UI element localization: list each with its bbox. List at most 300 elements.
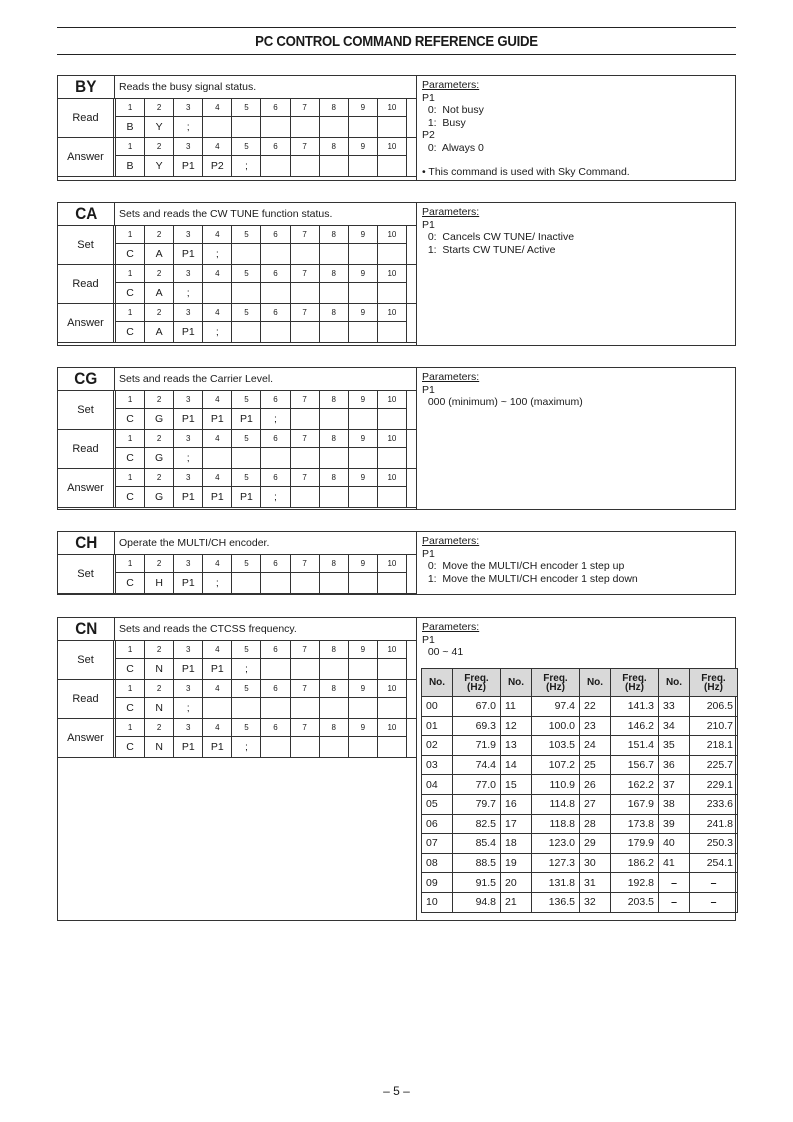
format-cell: C <box>116 698 145 719</box>
column-number: 2 <box>145 469 174 487</box>
format-cell: P1 <box>232 409 261 430</box>
format-cell: P1 <box>174 244 203 265</box>
tone-number: 02 <box>422 736 453 756</box>
format-cell: ; <box>203 573 232 594</box>
tone-number: 40 <box>659 834 690 854</box>
column-number-row <box>116 391 407 409</box>
command-description: Operate the MULTI/CH encoder. <box>115 532 416 555</box>
column-number: 1 <box>116 719 145 737</box>
command-code <box>58 618 115 641</box>
column-number: 8 <box>319 719 348 737</box>
column-number: 1 <box>116 430 145 448</box>
table-row <box>422 814 738 834</box>
format-cell: P1 <box>232 487 261 508</box>
tone-number: 39 <box>659 814 690 834</box>
format-cell <box>232 448 261 469</box>
format-cell: N <box>145 659 174 680</box>
column-number: 10 <box>377 719 406 737</box>
format-cell <box>261 244 290 265</box>
format-cell: N <box>145 737 174 758</box>
column-number: 9 <box>348 641 377 659</box>
column-number: 8 <box>319 391 348 409</box>
format-row-set <box>58 225 416 264</box>
format-cell <box>348 117 377 138</box>
column-number: 9 <box>348 719 377 737</box>
tone-frequency: 146.2 <box>611 716 659 736</box>
column-number: 8 <box>319 430 348 448</box>
column-number-row <box>116 99 407 117</box>
format-cell: G <box>145 487 174 508</box>
format-grid <box>115 137 407 177</box>
format-row-read <box>58 264 416 303</box>
tone-frequency: 179.9 <box>611 834 659 854</box>
format-cell <box>377 244 406 265</box>
tone-number: 06 <box>422 814 453 834</box>
format-cell: P1 <box>174 409 203 430</box>
format-cell: P1 <box>174 156 203 177</box>
tone-number: 36 <box>659 755 690 775</box>
tone-frequency: 162.2 <box>611 775 659 795</box>
format-cell: ; <box>174 283 203 304</box>
tone-frequency: 136.5 <box>532 892 580 912</box>
format-cell <box>348 322 377 343</box>
table-header-row <box>422 669 738 697</box>
header-freq: Freq. (Hz) <box>532 669 580 697</box>
character-row <box>116 283 407 304</box>
column-number: 4 <box>203 469 232 487</box>
format-row-answer <box>58 718 416 757</box>
format-cell <box>232 283 261 304</box>
format-cell <box>377 283 406 304</box>
command-note: • This command is used with Sky Command. <box>422 165 630 178</box>
column-number: 4 <box>203 430 232 448</box>
format-row-read <box>58 679 416 718</box>
format-cell <box>203 283 232 304</box>
character-row <box>116 448 407 469</box>
tone-frequency: 79.7 <box>453 794 501 814</box>
format-row-answer <box>58 468 416 507</box>
tone-frequency: – <box>690 873 738 893</box>
table-row <box>422 755 738 775</box>
column-number: 9 <box>348 469 377 487</box>
format-cell <box>261 448 290 469</box>
column-number-row <box>116 430 407 448</box>
format-cell <box>319 117 348 138</box>
column-number: 3 <box>174 719 203 737</box>
column-number: 5 <box>232 555 261 573</box>
parameter-line: 0: Not busy <box>422 104 484 116</box>
column-number: 7 <box>290 430 319 448</box>
format-cell <box>348 244 377 265</box>
column-number: 4 <box>203 138 232 156</box>
format-cell <box>319 737 348 758</box>
column-number: 1 <box>116 304 145 322</box>
tone-frequency: 127.3 <box>532 853 580 873</box>
column-number: 10 <box>377 265 406 283</box>
table-row <box>422 775 738 795</box>
format-cell: P1 <box>174 322 203 343</box>
tone-number: 41 <box>659 853 690 873</box>
tone-frequency: 88.5 <box>453 853 501 873</box>
column-number: 5 <box>232 391 261 409</box>
tone-number: 19 <box>501 853 532 873</box>
page-title: PC CONTROL COMMAND REFERENCE GUIDE <box>255 33 538 50</box>
column-number: 8 <box>319 265 348 283</box>
column-number: 7 <box>290 680 319 698</box>
format-cell: ; <box>261 409 290 430</box>
command-description: Sets and reads the CTCSS frequency. <box>115 618 416 641</box>
tone-frequency: 123.0 <box>532 834 580 854</box>
column-number: 1 <box>116 138 145 156</box>
format-cell <box>377 487 406 508</box>
tone-number: 20 <box>501 873 532 893</box>
column-number: 2 <box>145 304 174 322</box>
row-label: Set <box>58 554 114 593</box>
format-cell <box>290 117 319 138</box>
column-number: 6 <box>261 226 290 244</box>
tone-frequency: 74.4 <box>453 755 501 775</box>
format-cell: ; <box>174 698 203 719</box>
column-number: 10 <box>377 641 406 659</box>
column-number: 9 <box>348 680 377 698</box>
tone-frequency: 186.2 <box>611 853 659 873</box>
parameters-heading: Parameters: <box>422 621 480 633</box>
character-row <box>116 487 407 508</box>
row-label: Answer <box>58 718 114 757</box>
column-number: 7 <box>290 99 319 117</box>
format-cell <box>319 244 348 265</box>
row-label: Answer <box>58 137 114 176</box>
column-number: 3 <box>174 99 203 117</box>
format-cell <box>377 737 406 758</box>
format-cell: ; <box>261 487 290 508</box>
tone-number: 33 <box>659 697 690 717</box>
format-cell <box>290 487 319 508</box>
column-number: 5 <box>232 719 261 737</box>
tone-frequency: 97.4 <box>532 697 580 717</box>
format-cell: ; <box>174 117 203 138</box>
format-cell <box>232 573 261 594</box>
parameter-line: 0: Cancels CW TUNE/ Inactive <box>422 231 575 243</box>
tone-number: 07 <box>422 834 453 854</box>
tone-number: 18 <box>501 834 532 854</box>
column-number: 2 <box>145 265 174 283</box>
format-cell: B <box>116 156 145 177</box>
header-no: No. <box>501 669 532 697</box>
format-grid <box>115 640 407 680</box>
column-number: 4 <box>203 304 232 322</box>
format-grid <box>115 264 407 304</box>
column-number: 7 <box>290 555 319 573</box>
column-number: 5 <box>232 265 261 283</box>
column-number: 9 <box>348 265 377 283</box>
command-code <box>58 368 115 391</box>
column-number: 6 <box>261 469 290 487</box>
character-row <box>116 409 407 430</box>
column-number: 3 <box>174 430 203 448</box>
row-label: Set <box>58 225 114 264</box>
character-row <box>116 117 407 138</box>
command-block-by <box>57 75 736 181</box>
column-number: 6 <box>261 641 290 659</box>
format-cell: ; <box>232 659 261 680</box>
column-number-row <box>116 226 407 244</box>
row-label: Read <box>58 98 114 137</box>
column-number-row <box>116 680 407 698</box>
character-row <box>116 698 407 719</box>
column-number: 6 <box>261 304 290 322</box>
command-block-cg <box>57 367 736 510</box>
table-row <box>422 892 738 912</box>
tone-frequency: 141.3 <box>611 697 659 717</box>
tone-frequency: 118.8 <box>532 814 580 834</box>
tone-number: 16 <box>501 794 532 814</box>
format-cell <box>319 573 348 594</box>
table-row <box>422 697 738 717</box>
column-number-row <box>116 469 407 487</box>
table-row <box>422 853 738 873</box>
parameters-heading: Parameters: <box>422 206 480 218</box>
column-number: 6 <box>261 138 290 156</box>
column-number: 5 <box>232 430 261 448</box>
format-cell <box>377 698 406 719</box>
format-cell <box>261 698 290 719</box>
format-cell <box>319 487 348 508</box>
column-number: 6 <box>261 719 290 737</box>
parameters-panel <box>416 532 735 594</box>
table-row <box>422 873 738 893</box>
format-cell: P1 <box>203 487 232 508</box>
command-code-text: CG <box>74 369 98 388</box>
format-cell <box>348 659 377 680</box>
column-number: 1 <box>116 680 145 698</box>
column-number: 6 <box>261 99 290 117</box>
format-cell: ; <box>203 244 232 265</box>
column-number: 8 <box>319 680 348 698</box>
tone-number: 32 <box>580 892 611 912</box>
format-row-set <box>58 554 416 593</box>
column-number: 5 <box>232 226 261 244</box>
format-cell <box>261 322 290 343</box>
column-number: 9 <box>348 226 377 244</box>
tone-frequency: 241.8 <box>690 814 738 834</box>
format-cell: C <box>116 659 145 680</box>
column-number: 6 <box>261 391 290 409</box>
tone-frequency: 206.5 <box>690 697 738 717</box>
table-row <box>422 736 738 756</box>
column-number: 9 <box>348 304 377 322</box>
character-row <box>116 737 407 758</box>
format-cell: P1 <box>174 659 203 680</box>
header-freq: Freq. (Hz) <box>690 669 738 697</box>
tone-number: 24 <box>580 736 611 756</box>
command-description: Sets and reads the CW TUNE function status. <box>115 203 416 226</box>
format-row-read <box>58 98 416 137</box>
tone-frequency: 110.9 <box>532 775 580 795</box>
column-number: 10 <box>377 391 406 409</box>
parameters-panel <box>416 76 735 180</box>
column-number: 1 <box>116 469 145 487</box>
column-number: 7 <box>290 138 319 156</box>
tone-frequency: 167.9 <box>611 794 659 814</box>
column-number: 3 <box>174 469 203 487</box>
column-number: 2 <box>145 555 174 573</box>
tone-frequency: 218.1 <box>690 736 738 756</box>
tone-number: 23 <box>580 716 611 736</box>
column-number: 4 <box>203 680 232 698</box>
tone-frequency: 114.8 <box>532 794 580 814</box>
column-number: 1 <box>116 265 145 283</box>
column-number: 1 <box>116 226 145 244</box>
format-grid <box>115 303 407 343</box>
format-cell <box>290 698 319 719</box>
column-number: 10 <box>377 138 406 156</box>
header-no: No. <box>422 669 453 697</box>
format-cell <box>377 156 406 177</box>
tone-frequency: 71.9 <box>453 736 501 756</box>
column-number: 7 <box>290 719 319 737</box>
format-cell <box>377 659 406 680</box>
parameters-heading: Parameters: <box>422 371 480 383</box>
command-block-ca <box>57 202 736 346</box>
column-number: 6 <box>261 555 290 573</box>
column-number: 4 <box>203 391 232 409</box>
column-number: 7 <box>290 641 319 659</box>
column-number: 10 <box>377 430 406 448</box>
format-cell <box>232 698 261 719</box>
format-cell <box>348 156 377 177</box>
column-number: 5 <box>232 680 261 698</box>
format-cell <box>290 409 319 430</box>
format-cell: N <box>145 698 174 719</box>
format-cell <box>319 409 348 430</box>
column-number: 9 <box>348 99 377 117</box>
character-row <box>116 156 407 177</box>
row-divider <box>58 342 416 343</box>
format-cell: Y <box>145 117 174 138</box>
command-description: Sets and reads the Carrier Level. <box>115 368 416 391</box>
format-cell: ; <box>203 322 232 343</box>
format-cell <box>319 156 348 177</box>
row-divider <box>58 593 416 594</box>
column-number: 7 <box>290 391 319 409</box>
column-number: 3 <box>174 265 203 283</box>
format-cell: P1 <box>203 737 232 758</box>
table-row <box>422 834 738 854</box>
tone-frequency: 82.5 <box>453 814 501 834</box>
column-number: 4 <box>203 226 232 244</box>
format-cell: Y <box>145 156 174 177</box>
command-code-text: CA <box>74 204 98 223</box>
row-label: Set <box>58 390 114 429</box>
column-number: 2 <box>145 641 174 659</box>
column-number: 4 <box>203 719 232 737</box>
ctcss-frequency-table <box>421 668 738 913</box>
format-cell <box>232 117 261 138</box>
format-cell: ; <box>174 448 203 469</box>
format-cell: ; <box>232 737 261 758</box>
character-row <box>116 322 407 343</box>
parameter-line: P1 <box>422 633 435 646</box>
format-cell: C <box>116 409 145 430</box>
format-cell <box>348 487 377 508</box>
tone-number: 28 <box>580 814 611 834</box>
column-number: 9 <box>348 138 377 156</box>
parameter-line: 0: Move the MULTI/CH encoder 1 step up <box>422 560 625 572</box>
format-cell <box>290 244 319 265</box>
column-number-row <box>116 138 407 156</box>
format-cell <box>319 283 348 304</box>
format-cell: C <box>116 244 145 265</box>
column-number: 4 <box>203 555 232 573</box>
format-cell <box>377 409 406 430</box>
column-number: 8 <box>319 226 348 244</box>
format-grid <box>115 225 407 265</box>
format-cell <box>290 737 319 758</box>
parameter-line: P1 <box>422 547 435 560</box>
tone-number: 11 <box>501 697 532 717</box>
tone-frequency: 254.1 <box>690 853 738 873</box>
tone-frequency: 69.3 <box>453 716 501 736</box>
tone-number: 30 <box>580 853 611 873</box>
tone-number: 17 <box>501 814 532 834</box>
column-number: 7 <box>290 469 319 487</box>
format-cell <box>290 448 319 469</box>
parameter-line: P1 <box>422 91 435 104</box>
column-number: 5 <box>232 641 261 659</box>
column-number: 5 <box>232 99 261 117</box>
tone-frequency: 250.3 <box>690 834 738 854</box>
column-number: 10 <box>377 304 406 322</box>
tone-number: 14 <box>501 755 532 775</box>
table-row <box>422 716 738 736</box>
format-cell <box>377 322 406 343</box>
column-number-row <box>116 641 407 659</box>
row-label: Answer <box>58 468 114 507</box>
parameters-panel <box>416 203 735 345</box>
format-cell <box>290 283 319 304</box>
format-cell <box>261 117 290 138</box>
row-label: Read <box>58 679 114 718</box>
command-code-text: BY <box>75 77 97 96</box>
tone-frequency: 233.6 <box>690 794 738 814</box>
format-cell <box>348 573 377 594</box>
format-row-answer <box>58 303 416 342</box>
row-divider <box>58 176 416 177</box>
column-number: 9 <box>348 391 377 409</box>
column-number: 2 <box>145 99 174 117</box>
format-cell <box>203 117 232 138</box>
column-number: 3 <box>174 138 203 156</box>
tone-frequency: 85.4 <box>453 834 501 854</box>
tone-number: 25 <box>580 755 611 775</box>
column-number: 4 <box>203 99 232 117</box>
tone-frequency: 173.8 <box>611 814 659 834</box>
tone-number: 05 <box>422 794 453 814</box>
format-cell: P1 <box>174 573 203 594</box>
column-number: 10 <box>377 99 406 117</box>
tone-frequency: 91.5 <box>453 873 501 893</box>
header-freq: Freq. (Hz) <box>611 669 659 697</box>
tone-number: 15 <box>501 775 532 795</box>
column-number: 5 <box>232 469 261 487</box>
row-divider <box>58 757 416 758</box>
page-number: – 5 – <box>383 1084 410 1098</box>
tone-frequency: 156.7 <box>611 755 659 775</box>
format-cell <box>203 448 232 469</box>
row-label: Answer <box>58 303 114 342</box>
format-row-set <box>58 640 416 679</box>
